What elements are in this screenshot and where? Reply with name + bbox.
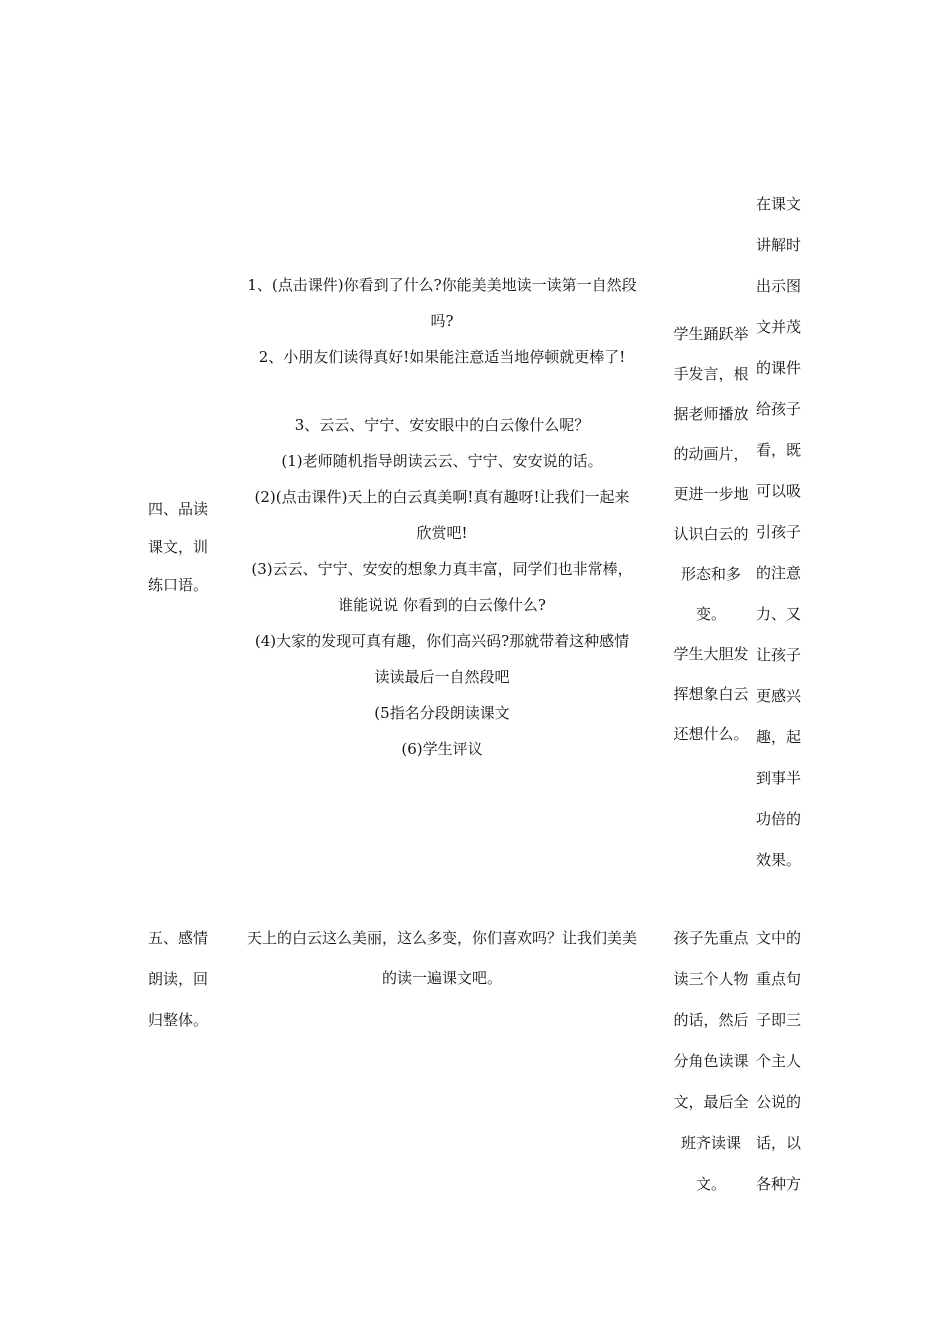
intent-line: 的注意 xyxy=(756,564,802,582)
intent-line: 公说的 xyxy=(756,1093,802,1111)
activity-line: 读读最后一自然段吧 xyxy=(374,668,510,686)
section-heading-line: 朗读，回 xyxy=(148,970,209,988)
student-line: 读三个人物 xyxy=(673,970,749,988)
intent-line: 出示图 xyxy=(756,277,802,295)
intent-line: 到事半 xyxy=(756,769,802,787)
section-heading-line: 练口语。 xyxy=(148,576,209,594)
section-heading-line: 五、感情 xyxy=(148,929,209,947)
intent-line: 话，以 xyxy=(756,1134,802,1152)
section-four-heading xyxy=(148,490,226,604)
section-heading-line: 四、品读 xyxy=(148,500,209,518)
intent-line: 力、又 xyxy=(756,605,802,623)
student-line: 形态和多 xyxy=(680,565,741,583)
student-line: 变。 xyxy=(695,605,726,623)
section-five-heading xyxy=(148,918,226,1041)
section-four-student-activity xyxy=(666,314,756,754)
activity-line-blank xyxy=(222,375,662,407)
intent-line: 让孩子 xyxy=(756,646,802,664)
intent-line: 引孩子 xyxy=(756,523,802,541)
activity-line: 天上的白云这么美丽，这么多变，你们喜欢吗？让我们美美 xyxy=(246,929,637,947)
activity-line: 1、(点击课件)你看到了什么?你能美美地读一读第一自然段 xyxy=(247,276,637,294)
intent-line: 更感兴 xyxy=(756,687,802,705)
activity-line: 3、云云、宁宁、安安眼中的白云像什么呢？ xyxy=(294,416,590,434)
student-line: 的动画片， xyxy=(673,445,749,463)
student-line: 更进一步地 xyxy=(673,485,749,503)
section-five-design-intent xyxy=(756,918,812,1205)
activity-line: (1)老师随机指导朗读云云、宁宁、安安说的话。 xyxy=(281,452,603,470)
intent-line: 的课件 xyxy=(756,359,802,377)
activity-line: 2、小朋友们读得真好!如果能注意适当地停顿就更棒了! xyxy=(258,348,626,366)
section-four-design-intent xyxy=(756,184,812,881)
student-line: 文，最后全 xyxy=(673,1093,749,1111)
student-line: 学生大胆发 xyxy=(673,645,749,663)
activity-line: 的读一遍课文吧。 xyxy=(381,969,502,987)
student-line: 据老师播放 xyxy=(673,405,749,423)
section-heading-line: 归整体。 xyxy=(148,1011,209,1029)
intent-line: 在课文 xyxy=(756,195,802,213)
activity-line: 吗? xyxy=(430,312,454,330)
intent-line: 重点句 xyxy=(756,970,802,988)
activity-line: (5指名分段朗读课文 xyxy=(374,704,510,722)
intent-line: 趣，起 xyxy=(756,728,802,746)
activity-line: 欣赏吧! xyxy=(416,524,468,542)
activity-line: (6)学生评议 xyxy=(401,740,483,758)
activity-line: 谁能说说 你看到的白云像什么? xyxy=(338,596,546,614)
intent-line: 子即三 xyxy=(756,1011,802,1029)
activity-line: (3)云云、宁宁、安安的想象力真丰富，同学们也非常棒， xyxy=(251,560,633,578)
student-line: 挥想象白云 xyxy=(673,685,749,703)
student-line: 分角色读课 xyxy=(673,1052,749,1070)
student-line: 孩子先重点 xyxy=(673,929,749,947)
intent-line: 可以吸 xyxy=(756,482,802,500)
intent-line: 个主人 xyxy=(756,1052,802,1070)
student-line: 的话，然后 xyxy=(673,1011,749,1029)
activity-line: (4)大家的发现可真有趣，你们高兴码?那就带着这种感情 xyxy=(254,632,630,650)
intent-line: 讲解时 xyxy=(756,236,802,254)
activity-line: (2)(点击课件)天上的白云真美啊!真有趣呀!让我们一起来 xyxy=(254,488,630,506)
intent-line: 看，既 xyxy=(756,441,802,459)
student-line: 学生踊跃举 xyxy=(673,325,749,343)
intent-line: 效果。 xyxy=(756,851,802,869)
student-line: 手发言，根 xyxy=(673,365,749,383)
section-five-teacher-activity xyxy=(222,918,662,998)
intent-line: 文并茂 xyxy=(756,318,802,336)
section-five-student-activity xyxy=(666,918,756,1205)
student-line: 认识白云的 xyxy=(673,525,749,543)
student-line: 文。 xyxy=(695,1175,726,1193)
intent-line: 各种方 xyxy=(756,1175,802,1193)
student-line: 还想什么。 xyxy=(673,725,749,743)
intent-line: 文中的 xyxy=(756,929,802,947)
section-four-teacher-activity xyxy=(222,267,662,767)
intent-line: 功倍的 xyxy=(756,810,802,828)
student-line: 班齐读课 xyxy=(680,1134,741,1152)
section-heading-line: 课文，训 xyxy=(148,538,209,556)
intent-line: 给孩子 xyxy=(756,400,802,418)
